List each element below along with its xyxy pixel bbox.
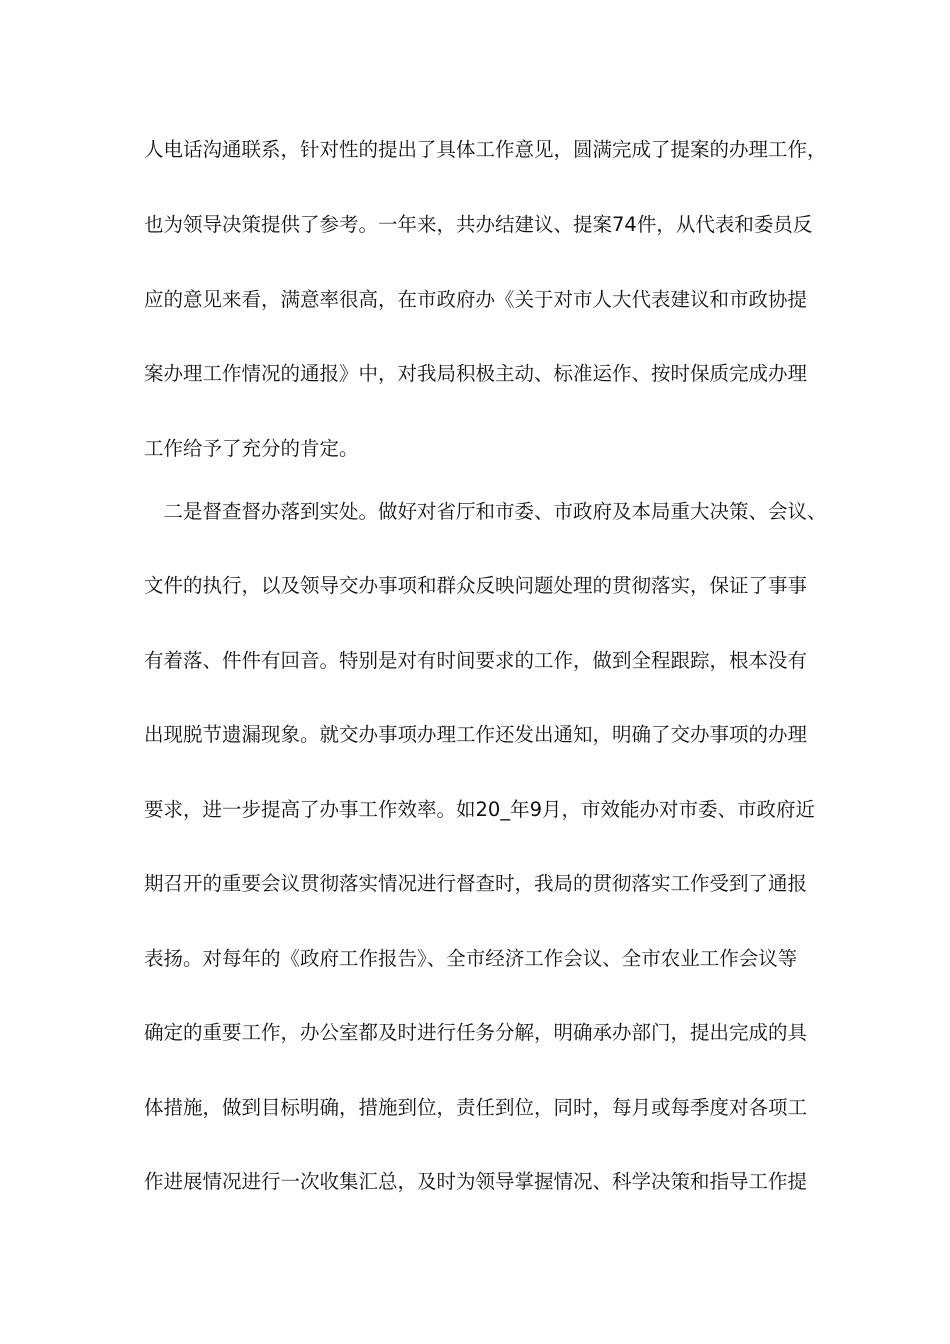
text-line: 作进展情况进行一次收集汇总，及时为领导掌握情况、科学决策和指导工作提	[144, 1170, 808, 1193]
text-line: 要求，进一步提高了办事工作效率。如20_年9月，市效能办对市委、市政府近	[144, 798, 815, 821]
text-line: 期召开的重要会议贯彻落实情况进行督查时，我局的贯彻落实工作受到了通报	[144, 872, 808, 895]
text-line: 案办理工作情况的通报》中，对我局积极主动、标准运作、按时保质完成办理	[144, 362, 808, 385]
text-line: 文件的执行，以及领导交办事项和群众反映问题处理的贯彻落实，保证了事事	[144, 574, 808, 597]
text-line: 确定的重要工作，办公室都及时进行任务分解，明确承办部门，提出完成的具	[144, 1021, 808, 1044]
text-line: 工作给予了充分的肯定。	[144, 437, 359, 460]
text-line: 表扬。对每年的《政府工作报告》、全市经济工作会议、全市农业工作会议等	[144, 947, 798, 970]
text-line: 有着落、件件有回音。特别是对有时间要求的工作，做到全程跟踪，根本没有	[144, 649, 808, 672]
text-line: 体措施，做到目标明确，措施到位，责任到位，同时，每月或每季度对各项工	[144, 1096, 808, 1119]
text-line: 应的意见来看，满意率很高，在市政府办《关于对市人大代表建议和市政协提	[144, 288, 808, 311]
text-line: 二是督查督办落到实处。做好对省厅和市委、市政府及本局重大决策、会议、	[144, 500, 827, 523]
text-line: 也为领导决策提供了参考。一年来，共办结建议、提案74件，从代表和委员反	[144, 213, 813, 236]
text-line: 人电话沟通联系，针对性的提出了具体工作意见，圆满完成了提案的办理工作，	[144, 138, 827, 161]
text-line: 出现脱节遗漏现象。就交办事项办理工作还发出通知，明确了交办事项的办理	[144, 723, 808, 746]
